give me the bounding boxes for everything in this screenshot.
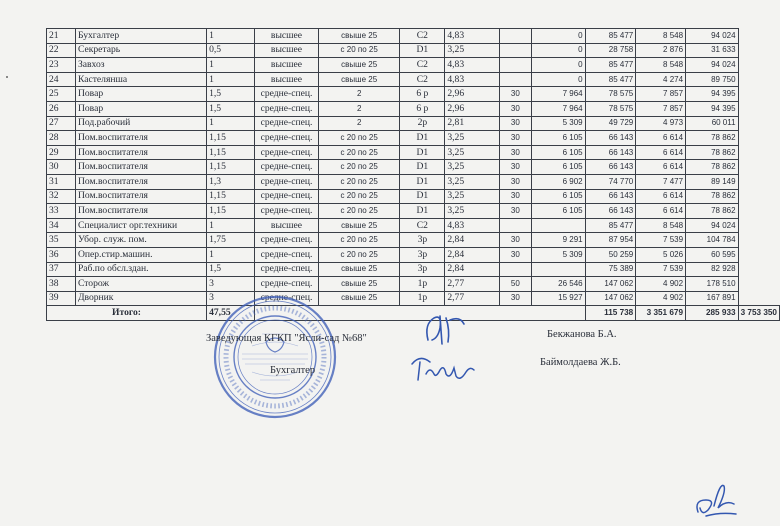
cell-rate: 3 [207, 277, 255, 292]
table-row [47, 131, 780, 146]
cell-cat: C2 [400, 29, 445, 44]
cell-v1: 6 105 [532, 131, 586, 146]
cell-v3: 4 973 [636, 116, 686, 131]
cell-exp: свыше 25 [318, 72, 399, 87]
cell-coef: 4,83 [445, 218, 499, 233]
cell-edu: средне-спец. [255, 277, 319, 292]
cell-exp: с 20 по 25 [318, 189, 399, 204]
cell-edu: средне-спец. [255, 160, 319, 175]
cell-cat: D1 [400, 160, 445, 175]
table-row [47, 233, 780, 248]
table-row [47, 291, 780, 306]
cell-v1: 6 105 [532, 189, 586, 204]
cell-v4: 78 862 [686, 145, 739, 160]
cell-no: 27 [47, 116, 76, 131]
cell-v4: 89 149 [686, 174, 739, 189]
cell-no: 33 [47, 204, 76, 219]
cell-pos: Сторож [75, 277, 206, 292]
cell-rate: 1,15 [207, 189, 255, 204]
cell-coef: 3,25 [445, 174, 499, 189]
cell-coef: 3,25 [445, 145, 499, 160]
cell-v3: 6 614 [636, 189, 686, 204]
table-row [47, 174, 780, 189]
cell-cat: 1р [400, 291, 445, 306]
cell-pct [499, 262, 531, 277]
cell-v4: 178 510 [686, 277, 739, 292]
cell-v2: 66 143 [585, 131, 636, 146]
cell-pos: Пом.воспитателя [75, 145, 206, 160]
cell-no: 36 [47, 247, 76, 262]
cell-v1: 0 [532, 58, 586, 73]
cell-exp: 2 [318, 87, 399, 102]
cell-exp: свыше 25 [318, 58, 399, 73]
cell-coef: 2,96 [445, 87, 499, 102]
cell-coef: 3,25 [445, 189, 499, 204]
cell-pos: Опер.стир.машин. [75, 247, 206, 262]
cell-cat: D1 [400, 43, 445, 58]
cell-v2: 78 575 [585, 87, 636, 102]
cell-no: 32 [47, 189, 76, 204]
cell-cat: D1 [400, 204, 445, 219]
cell-rate: 1,15 [207, 160, 255, 175]
cell-no: 35 [47, 233, 76, 248]
cell-v3: 6 614 [636, 160, 686, 175]
cell-pos: Пом.воспитателя [75, 131, 206, 146]
cell-v2: 85 477 [585, 72, 636, 87]
cell-cat: 6 р [400, 101, 445, 116]
corner-initial [690, 478, 740, 520]
cell-edu: высшее [255, 218, 319, 233]
cell-no: 22 [47, 43, 76, 58]
cell-cat: D1 [400, 189, 445, 204]
cell-v2: 147 062 [585, 291, 636, 306]
cell-v1: 7 964 [532, 87, 586, 102]
cell-coef: 4,83 [445, 58, 499, 73]
cell-pos: Бухгалтер [75, 29, 206, 44]
cell-exp: с 20 по 25 [318, 233, 399, 248]
cell-pct [499, 72, 531, 87]
cell-pos: Секретарь [75, 43, 206, 58]
cell-cat: D1 [400, 145, 445, 160]
cell-v3: 4 902 [636, 277, 686, 292]
cell-edu: средне-спец. [255, 262, 319, 277]
cell-v3: 7 539 [636, 262, 686, 277]
cell-cat: C2 [400, 218, 445, 233]
cell-no: 37 [47, 262, 76, 277]
cell-pos: Специалист орг.техники [75, 218, 206, 233]
cell-v4: 167 891 [686, 291, 739, 306]
cell-v3: 6 614 [636, 204, 686, 219]
cell-cat: C2 [400, 58, 445, 73]
cell-edu: средне-спец. [255, 87, 319, 102]
cell-v4: 82 928 [686, 262, 739, 277]
table-row [47, 43, 780, 58]
cell-v3: 6 614 [636, 145, 686, 160]
cell-rate: 1 [207, 218, 255, 233]
cell-exp: с 20 по 25 [318, 247, 399, 262]
cell-exp: с 20 по 25 [318, 145, 399, 160]
cell-pos: Повар [75, 101, 206, 116]
total-v1: 115 738 [585, 306, 636, 321]
cell-pct: 30 [499, 145, 531, 160]
cell-v3: 7 539 [636, 233, 686, 248]
cell-pos: Дворник [75, 291, 206, 306]
cell-edu: средне-спец. [255, 174, 319, 189]
cell-cat: 3р [400, 233, 445, 248]
table-row [47, 58, 780, 73]
cell-v3: 4 902 [636, 291, 686, 306]
cell-rate: 1,15 [207, 131, 255, 146]
cell-exp: с 20 по 25 [318, 204, 399, 219]
cell-v3: 2 876 [636, 43, 686, 58]
cell-v2: 66 143 [585, 160, 636, 175]
cell-rate: 1,5 [207, 101, 255, 116]
cell-coef: 2,84 [445, 262, 499, 277]
cell-rate: 1,15 [207, 204, 255, 219]
cell-v3: 4 274 [636, 72, 686, 87]
cell-pos: Пом.воспитателя [75, 189, 206, 204]
cell-v2: 66 143 [585, 204, 636, 219]
cell-edu: средне-спец. [255, 233, 319, 248]
cell-v2: 85 477 [585, 29, 636, 44]
cell-pos: Раб.по обсл.здан. [75, 262, 206, 277]
cell-no: 29 [47, 145, 76, 160]
cell-cat: D1 [400, 174, 445, 189]
official-stamp [212, 294, 338, 420]
cell-rate: 1 [207, 116, 255, 131]
table-row [47, 29, 780, 44]
table-row [47, 247, 780, 262]
cell-v4: 60 595 [686, 247, 739, 262]
table-row [47, 145, 780, 160]
cell-rate: 3 [207, 291, 255, 306]
cell-v1: 6 105 [532, 204, 586, 219]
cell-v1: 0 [532, 43, 586, 58]
cell-edu: средне-спец. [255, 247, 319, 262]
cell-v3: 6 614 [636, 131, 686, 146]
cell-pct: 30 [499, 131, 531, 146]
cell-pos: Пом.воспитателя [75, 160, 206, 175]
cell-edu: средне-спец. [255, 145, 319, 160]
cell-pct: 30 [499, 87, 531, 102]
cell-exp: с 20 по 25 [318, 174, 399, 189]
cell-exp: с 20 по 25 [318, 43, 399, 58]
total-row [47, 306, 780, 321]
cell-pct [499, 29, 531, 44]
table-row [47, 160, 780, 175]
cell-no: 24 [47, 72, 76, 87]
cell-rate: 1 [207, 29, 255, 44]
total-rate: 47,55 [207, 306, 255, 321]
cell-v2: 87 954 [585, 233, 636, 248]
cell-v4: 94 395 [686, 87, 739, 102]
cell-v4: 31 633 [686, 43, 739, 58]
cell-edu: средне-спец. [255, 101, 319, 116]
cell-pos: Завхоз [75, 58, 206, 73]
cell-v4: 104 784 [686, 233, 739, 248]
cell-exp: свыше 25 [318, 262, 399, 277]
cell-v4: 89 750 [686, 72, 739, 87]
cell-coef: 2,96 [445, 101, 499, 116]
cell-v1: 9 291 [532, 233, 586, 248]
cell-pct [499, 218, 531, 233]
cell-edu: средне-спец. [255, 291, 319, 306]
cell-v1 [532, 218, 586, 233]
cell-coef: 2,84 [445, 247, 499, 262]
cell-exp: 2 [318, 116, 399, 131]
accountant-signature [408, 352, 478, 386]
staff-table [46, 28, 780, 321]
cell-v3: 5 026 [636, 247, 686, 262]
cell-v4: 60 011 [686, 116, 739, 131]
cell-v2: 50 259 [585, 247, 636, 262]
cell-no: 30 [47, 160, 76, 175]
cell-rate: 1,5 [207, 87, 255, 102]
cell-coef: 4,83 [445, 29, 499, 44]
cell-edu: высшее [255, 43, 319, 58]
cell-pct: 30 [499, 101, 531, 116]
cell-no: 21 [47, 29, 76, 44]
cell-v4: 94 024 [686, 29, 739, 44]
scan-speck [6, 76, 8, 78]
cell-v3: 8 548 [636, 29, 686, 44]
cell-cat: 1р [400, 277, 445, 292]
table-row [47, 189, 780, 204]
cell-rate: 1 [207, 72, 255, 87]
cell-rate: 1 [207, 58, 255, 73]
cell-pos: Кастелянша [75, 72, 206, 87]
cell-v1: 5 309 [532, 116, 586, 131]
cell-no: 25 [47, 87, 76, 102]
total-v4: 3 753 350 [738, 306, 779, 321]
cell-edu: средне-спец. [255, 204, 319, 219]
cell-v2: 49 729 [585, 116, 636, 131]
cell-pos: Пом.воспитателя [75, 204, 206, 219]
head-name: Бекжанова Б.А. [547, 329, 617, 340]
cell-v1: 7 964 [532, 101, 586, 116]
cell-v1: 15 927 [532, 291, 586, 306]
cell-pct: 30 [499, 247, 531, 262]
cell-coef: 4,83 [445, 72, 499, 87]
table-row [47, 101, 780, 116]
cell-coef: 3,25 [445, 43, 499, 58]
cell-v4: 78 862 [686, 204, 739, 219]
table-row [47, 277, 780, 292]
cell-v4: 78 862 [686, 131, 739, 146]
cell-edu: высшее [255, 29, 319, 44]
cell-no: 26 [47, 101, 76, 116]
cell-pos: Повар [75, 87, 206, 102]
cell-v4: 78 862 [686, 189, 739, 204]
cell-cat: 3р [400, 247, 445, 262]
cell-v3: 7 857 [636, 101, 686, 116]
cell-exp: свыше 25 [318, 291, 399, 306]
accountant-name: Баймолдаева Ж.Б. [540, 357, 621, 368]
cell-pos: Убор. служ. пом. [75, 233, 206, 248]
cell-v1: 6 105 [532, 160, 586, 175]
cell-no: 28 [47, 131, 76, 146]
accountant-label: Бухгалтер [270, 365, 316, 376]
cell-v2: 74 770 [585, 174, 636, 189]
cell-v4: 78 862 [686, 160, 739, 175]
cell-rate: 1,5 [207, 262, 255, 277]
cell-edu: высшее [255, 72, 319, 87]
cell-exp: 2 [318, 101, 399, 116]
cell-exp: с 20 по 25 [318, 131, 399, 146]
table-row [47, 262, 780, 277]
cell-edu: средне-спец. [255, 131, 319, 146]
cell-v2: 28 758 [585, 43, 636, 58]
cell-edu: высшее [255, 58, 319, 73]
cell-rate: 1,15 [207, 145, 255, 160]
cell-pct: 50 [499, 277, 531, 292]
cell-v4: 94 024 [686, 58, 739, 73]
cell-cat: C2 [400, 72, 445, 87]
cell-exp: с 20 по 25 [318, 160, 399, 175]
cell-coef: 3,25 [445, 204, 499, 219]
cell-v2: 85 477 [585, 58, 636, 73]
cell-v3: 8 548 [636, 218, 686, 233]
table-row [47, 218, 780, 233]
cell-v1 [532, 262, 586, 277]
cell-pct: 30 [499, 189, 531, 204]
cell-pos: Под.рабочий [75, 116, 206, 131]
cell-rate: 1 [207, 247, 255, 262]
cell-no: 38 [47, 277, 76, 292]
cell-v1: 0 [532, 72, 586, 87]
cell-v1: 6 105 [532, 145, 586, 160]
cell-v1: 6 902 [532, 174, 586, 189]
cell-v4: 94 395 [686, 101, 739, 116]
cell-rate: 0,5 [207, 43, 255, 58]
cell-edu: средне-спец. [255, 189, 319, 204]
cell-exp: свыше 25 [318, 29, 399, 44]
cell-coef: 3,25 [445, 160, 499, 175]
cell-pct: 30 [499, 291, 531, 306]
table-row [47, 204, 780, 219]
cell-pct: 30 [499, 160, 531, 175]
cell-exp: свыше 25 [318, 277, 399, 292]
cell-v2: 147 062 [585, 277, 636, 292]
cell-pct: 30 [499, 116, 531, 131]
cell-no: 31 [47, 174, 76, 189]
cell-v2: 85 477 [585, 218, 636, 233]
cell-v2: 75 389 [585, 262, 636, 277]
cell-pct [499, 58, 531, 73]
cell-cat: D1 [400, 131, 445, 146]
cell-rate: 1,75 [207, 233, 255, 248]
table-row [47, 72, 780, 87]
total-v3: 285 933 [686, 306, 739, 321]
cell-coef: 3,25 [445, 131, 499, 146]
cell-pct: 30 [499, 233, 531, 248]
cell-v2: 78 575 [585, 101, 636, 116]
cell-v2: 66 143 [585, 145, 636, 160]
cell-exp: свыше 25 [318, 218, 399, 233]
head-label: Заведующая КГКП "Ясли-сад №68" [206, 333, 367, 344]
table-row [47, 116, 780, 131]
cell-no: 34 [47, 218, 76, 233]
table-row [47, 87, 780, 102]
head-signature [420, 310, 470, 352]
cell-v3: 7 857 [636, 87, 686, 102]
cell-pct: 30 [499, 204, 531, 219]
staff-table-body [47, 29, 780, 306]
cell-v3: 8 548 [636, 58, 686, 73]
cell-cat: 2р [400, 116, 445, 131]
cell-v1: 26 546 [532, 277, 586, 292]
cell-pos: Пом.воспитателя [75, 174, 206, 189]
cell-pct: 30 [499, 174, 531, 189]
cell-coef: 2,77 [445, 291, 499, 306]
cell-coef: 2,77 [445, 277, 499, 292]
cell-no: 39 [47, 291, 76, 306]
cell-no: 23 [47, 58, 76, 73]
cell-cat: 3р [400, 262, 445, 277]
cell-v1: 5 309 [532, 247, 586, 262]
cell-v4: 94 024 [686, 218, 739, 233]
cell-v2: 66 143 [585, 189, 636, 204]
cell-v3: 7 477 [636, 174, 686, 189]
total-label: Итого: [47, 306, 207, 321]
total-v2: 3 351 679 [636, 306, 686, 321]
cell-edu: средне-спец. [255, 116, 319, 131]
cell-cat: 6 р [400, 87, 445, 102]
cell-v1: 0 [532, 29, 586, 44]
cell-rate: 1,3 [207, 174, 255, 189]
cell-coef: 2,81 [445, 116, 499, 131]
cell-pct [499, 43, 531, 58]
cell-coef: 2,84 [445, 233, 499, 248]
